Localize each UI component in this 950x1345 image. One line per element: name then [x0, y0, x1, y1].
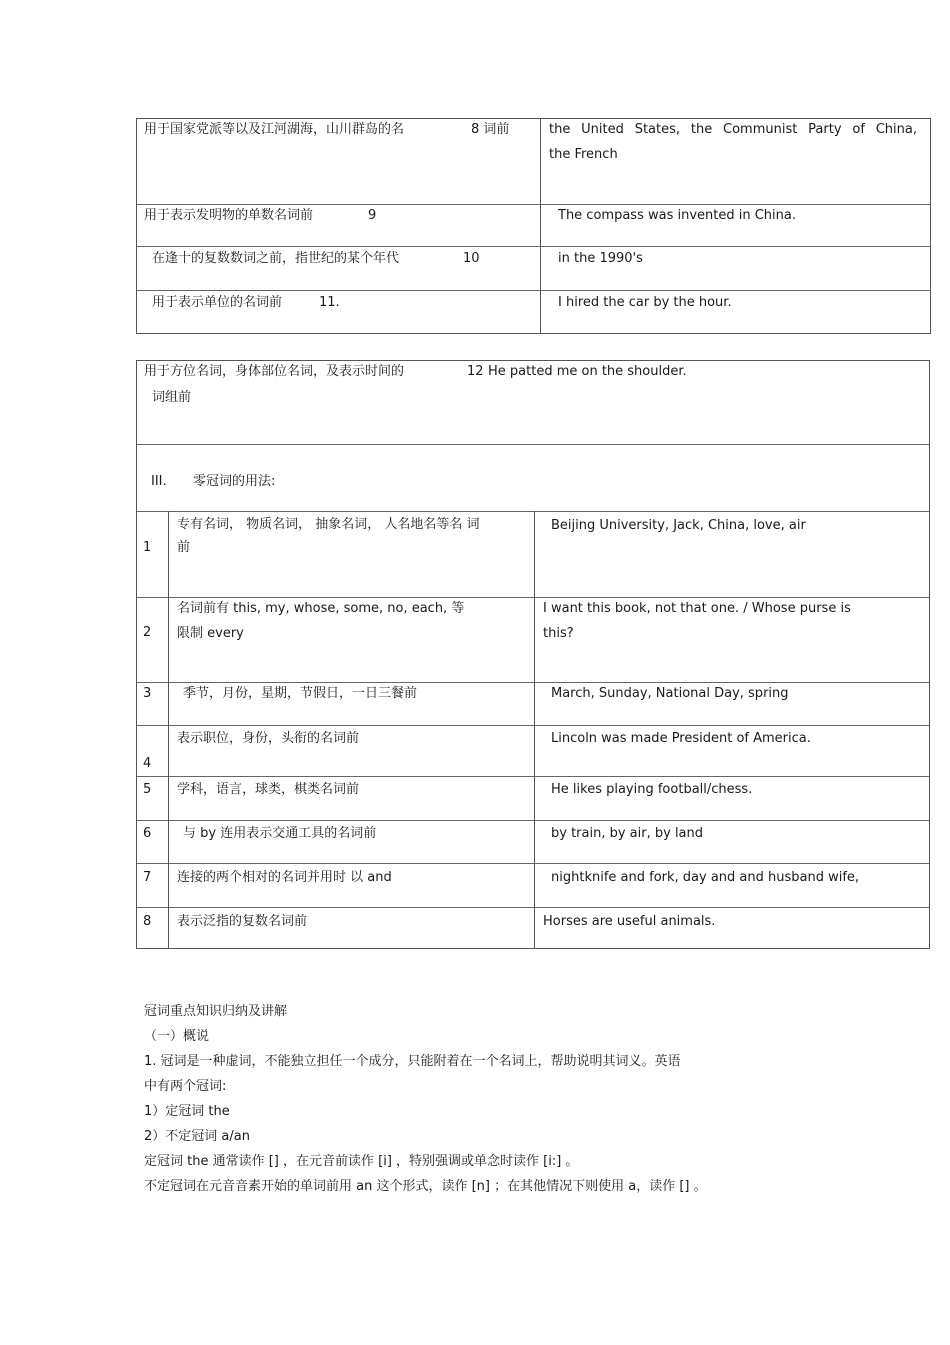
rule-number: 8 词前: [471, 122, 510, 137]
rule-text: 与 by 连用表示交通工具的名词前: [183, 826, 377, 841]
row-number: 7: [143, 870, 152, 885]
example-text: in the 1990's: [558, 251, 643, 266]
row-number: 5: [143, 782, 152, 797]
example-text: I hired the car by the hour.: [558, 295, 732, 310]
row-number: 8: [143, 914, 152, 929]
rule-text: 在逢十的复数数词之前，指世纪的某个年代: [152, 251, 400, 266]
row-number: 6: [143, 826, 152, 841]
notes-line: 定冠词 the 通常读作 [] ，在元音前读作 [i] ，特别强调或单念时读作 [i:] 。: [144, 1154, 579, 1169]
notes-line: 中有两个冠词:: [144, 1079, 227, 1094]
example-text: I want this book, not that one. / Whose purse is: [543, 601, 851, 616]
rule-text: 季节，月份，星期，节假日，一日三餐前: [183, 686, 418, 701]
rule-text: 用于表示发明物的单数名词前: [144, 208, 314, 223]
example-text: the United States, the Communist Party of China,: [549, 122, 917, 137]
zero-article-table: [136, 360, 930, 949]
row-number: 2: [143, 625, 152, 640]
rule-text: 名词前有 this, my, whose, some, no, each, 等: [177, 601, 465, 616]
example-text: Lincoln was made President of America.: [551, 731, 811, 746]
row-divider: [137, 863, 929, 864]
example-text: He likes playing football/chess.: [551, 782, 753, 797]
rule-text: 学科，语言，球类，棋类名词前: [177, 782, 360, 797]
row-number: 3: [143, 686, 152, 701]
rule-number: 10: [463, 251, 480, 266]
rule-number: 9: [368, 208, 377, 223]
column-divider: [540, 119, 541, 333]
number-column-divider: [168, 511, 169, 948]
rule-number: 12: [467, 364, 484, 379]
section-roman: III.: [151, 474, 167, 489]
row-number: 4: [143, 756, 152, 771]
rule-text: 表示职位，身份，头衔的名词前: [177, 731, 360, 746]
row-divider: [137, 444, 929, 445]
example-text: nightknife and fork, day and and husband wife,: [551, 870, 860, 885]
row-number: 1: [143, 540, 152, 555]
rule-number: 11.: [319, 295, 340, 310]
row-divider: [137, 907, 929, 908]
rule-text: 专有名词， 物质名词， 抽象名词， 人名地名等名 词: [177, 517, 480, 532]
section-title: 零冠词的用法:: [193, 474, 276, 489]
example-text: by train, by air, by land: [551, 826, 704, 841]
rule-text: 用于方位名词，身体部位名词，及表示时间的: [144, 364, 405, 379]
definite-article-table: [136, 118, 931, 334]
example-text: Horses are useful animals.: [543, 914, 716, 929]
notes-subsection: （一）概说: [144, 1029, 210, 1044]
rule-text: 用于表示单位的名词前: [152, 295, 283, 310]
example-text: March, Sunday, National Day, spring: [551, 686, 789, 701]
notes-title: 冠词重点知识归纳及讲解: [144, 1004, 288, 1019]
rule-text: 前: [177, 540, 191, 555]
rule-text: 词组前: [152, 390, 192, 405]
example-text: this?: [543, 626, 574, 641]
rule-text: 用于国家党派等以及江河湖海，山川群岛的名: [144, 122, 405, 137]
notes-line: 1. 冠词是一种虚词，不能独立担任一个成分，只能附着在一个名词上，帮助说明其词义。英语: [144, 1054, 681, 1069]
column-divider: [534, 511, 535, 948]
rule-text: 限制 every: [177, 626, 244, 641]
rule-text: 连接的两个相对的名词并用时 以 and: [177, 870, 392, 885]
example-text: Beijing University, Jack, China, love, air: [551, 518, 806, 533]
example-text: The compass was invented in China.: [558, 208, 796, 223]
notes-line: 不定冠词在元音音素开始的单词前用 an 这个形式，读作 [n] ；在其他情况下则使用 a，读作 [] 。: [144, 1179, 707, 1194]
example-text: He patted me on the shoulder.: [488, 364, 687, 379]
rule-text: 表示泛指的复数名词前: [177, 914, 308, 929]
notes-line: 2）不定冠词 a/an: [144, 1129, 250, 1144]
example-text: the French: [549, 147, 618, 162]
notes-line: 1）定冠词 the: [144, 1104, 230, 1119]
